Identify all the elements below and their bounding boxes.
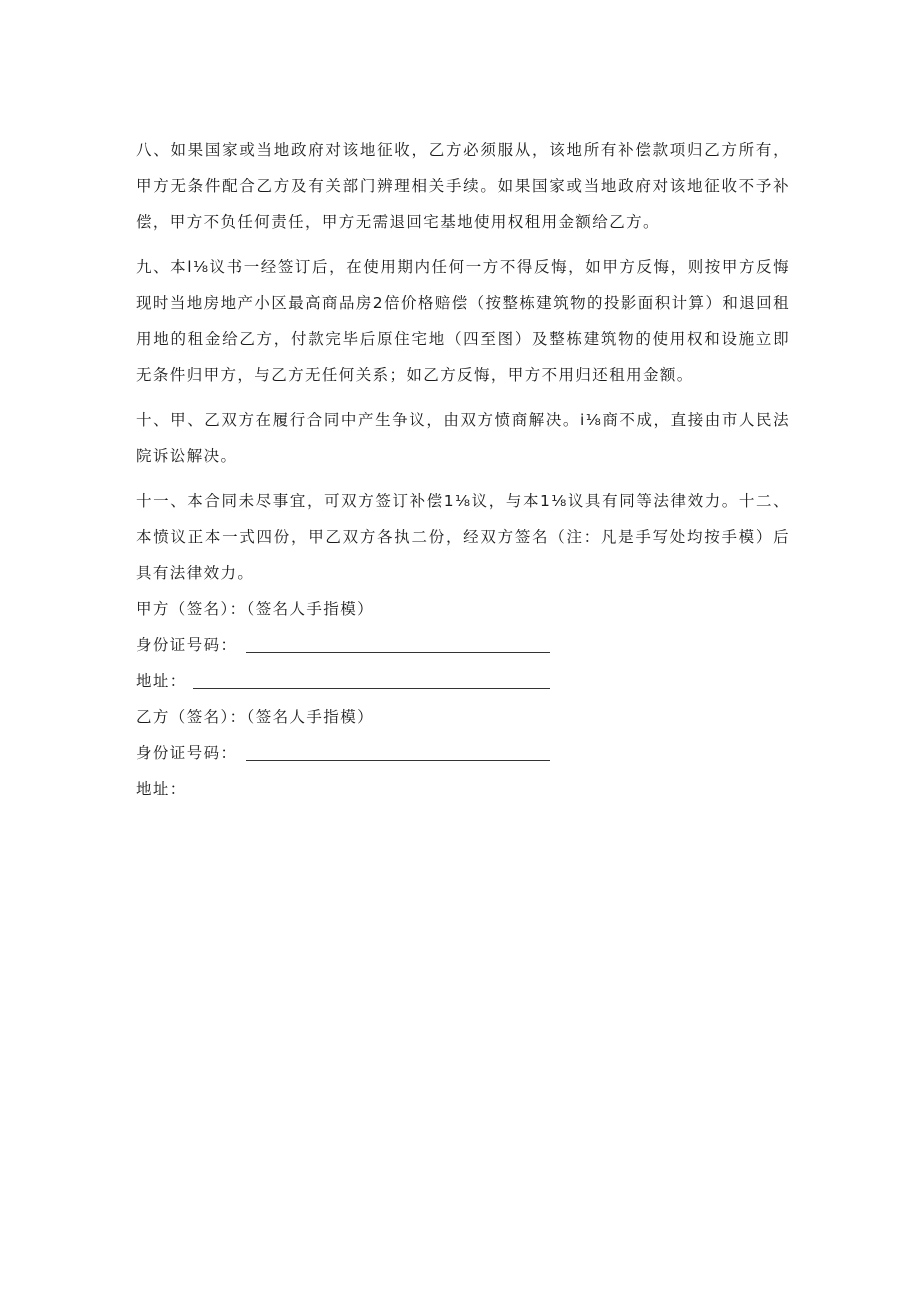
party-b-id-blank xyxy=(246,760,550,761)
party-b-address-label: 地址： xyxy=(136,780,187,798)
party-b-address-row xyxy=(136,771,790,807)
party-a-address-blank xyxy=(193,688,550,689)
party-a-id-label: 身份证号码： xyxy=(136,636,238,654)
party-a-signature-block xyxy=(136,591,790,699)
party-a-id-row xyxy=(136,627,790,663)
document-body xyxy=(136,132,790,807)
clause-11-12: 十一、本合同未尽事宜，可双方签订补偿1⅛议，与本1⅛议具有同等法律效力。十二、本愤议正本一式四份，甲乙双方各执二份，经双方签名（注：凡是手写处均按手模）后具有法律效力。 xyxy=(136,492,790,582)
party-a-address-row xyxy=(136,663,790,699)
party-b-id-label: 身份证号码： xyxy=(136,744,238,762)
clause-10: 十、甲、乙双方在履行合同中产生争议，由双方愤商解决。i⅛商不成，直接由市人民法院诉讼解决。 xyxy=(136,411,790,465)
party-a-sign-label: 甲方（签名）：（签名人手指模） xyxy=(136,600,375,618)
party-b-sign-label: 乙方（签名）：（签名人手指模） xyxy=(136,708,375,726)
clause-8: 八、如果国家或当地政府对该地征收，乙方必须服从，该地所有补偿款项归乙方所有，甲方无条件配合乙方及有关部门辨理相关手续。如果国家或当地政府对该地征收不予补偿，甲方不负任何责任，甲方无需退回宅基地使用权租用金额给乙方。 xyxy=(136,141,790,231)
party-b-signature-block xyxy=(136,699,790,807)
party-a-address-label: 地址： xyxy=(136,672,187,690)
party-b-id-row xyxy=(136,735,790,771)
party-a-id-blank xyxy=(246,652,550,653)
clause-9: 九、本l⅛议书一经签订后，在使用期内任何一方不得反悔，如甲方反悔，则按甲方反悔现时当地房地产小区最高商品房2倍价格赔偿（按整栋建筑物的投影面积计算）和退回租用地的租金给乙方，付款完毕后原住宅地（四至图）及整栋建筑物的使用权和设施立即无条件归甲方，与乙方无任何关系；如乙方反悔，甲方不用归还租用金额。 xyxy=(136,258,790,384)
